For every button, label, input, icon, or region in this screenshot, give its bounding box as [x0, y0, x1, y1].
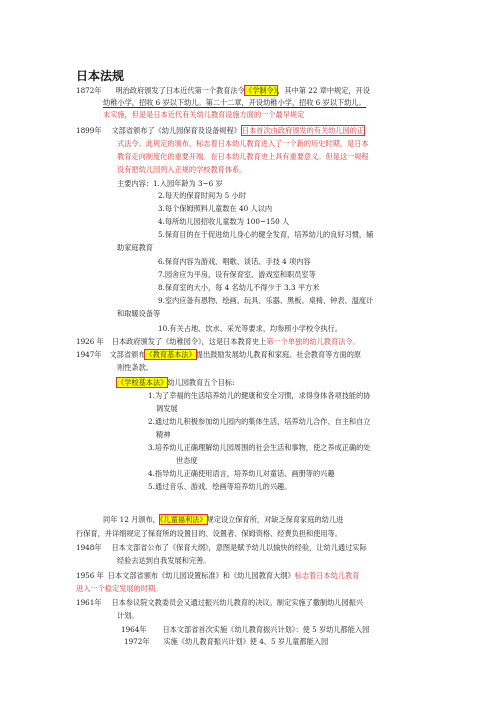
highlight-law-name: 《教育基本法》 — [145, 350, 196, 359]
list-item-continued: 和取暖设备等 — [117, 309, 161, 318]
paragraph-1948-line-2: 经验去达到自我发展和完善。 — [117, 556, 211, 565]
text: 提出鼓励发展幼儿教育和家庭、社会教育等方面的原 — [195, 350, 362, 359]
year-label: 1964年 — [121, 625, 147, 634]
welfare-law-line-1 — [103, 515, 343, 524]
list-item: 3.每个保姆照料儿童数在 40 人以内 — [158, 204, 273, 213]
year-label: 1956 年 — [76, 571, 104, 580]
school-law-heading — [117, 378, 234, 387]
text: 日本文部省颁布《幼儿园设置标准》和《幼儿园教育大纲》 — [107, 571, 295, 580]
paragraph-1899-line-3: 教育走向制度化的重要开端。在日本幼儿教育史上具有重要意义。但是这一规程 — [117, 152, 369, 161]
text: 实施《幼儿教育振兴计划》使 4、5 岁儿童都能入园 — [163, 637, 329, 646]
text: 幼儿园教育五个目标: — [167, 378, 235, 387]
page-title: 日本法规 — [76, 69, 125, 83]
text: 日本文部省首次实施《幼儿教育振兴计划》：使 5 岁幼儿都能入园 — [162, 625, 370, 634]
goal-item-continued: 调发展 — [156, 404, 178, 413]
list-item: 4.每所幼儿园招收儿童数为 100~150 人 — [158, 217, 290, 226]
annotated-text: 标志着日本幼儿教育 — [294, 571, 360, 580]
annotated-text: 第一个单独的幼儿教育法令。 — [266, 337, 360, 346]
list-item: 2.每天的保育时间为 5 小时 — [158, 191, 246, 200]
list-item: 9.室内应备有恩物、绘画、玩具、乐器、黑板、桌椅、钟表、温度计 — [158, 296, 374, 305]
list-item: 5.保育目的在于促进幼儿身心的健全发育，培养幼儿的良好习惯，辅 — [158, 230, 374, 239]
sub-entry-1972 — [124, 637, 328, 646]
paragraph-1956-line-2: 进入一个稳定发展的时期。 — [76, 584, 163, 593]
text: 日本文部省公布了《保育大纲》，意图是赋予幼儿以愉快的经验，让幼儿通过实际 — [111, 543, 367, 552]
paragraph-1872-line-3: 未实施，但是是日本近代有关幼儿教育设施方面的一个最早规定 — [103, 110, 305, 119]
year-label: 1948年 — [76, 543, 102, 552]
text: 日本政府颁发了《幼稚园令》，这是日本教育史上 — [111, 337, 267, 346]
paragraph-1926 — [76, 337, 360, 346]
paragraph-1872-line-1 — [76, 86, 370, 95]
list-item: 10.有关占地、饮水、采光等要求，均参照小学校令执行。 — [158, 324, 342, 333]
list-item: 7.园舍应为平房，设有保育室、游戏室和职员室等 — [158, 270, 316, 279]
paragraph-1961-line-2: 计划。 — [117, 611, 139, 620]
highlight-law-name: 《学制令》 — [244, 86, 278, 95]
list-item: 8.保育室的大小，每 4 名幼儿不得少于 3.3 平方米 — [158, 283, 320, 292]
paragraph-1956-line-1 — [76, 571, 359, 580]
year-label: 1926 年 — [76, 337, 104, 346]
text: 明治政府颁发了日本近代第一个教育法令 — [115, 86, 245, 95]
list-item: 6.保育内容为游戏、唱歌、谈话、手技 4 项内容 — [158, 257, 311, 266]
year-label: 1947年 — [76, 350, 102, 359]
paragraph-1961-line-1 — [76, 598, 363, 607]
paragraph-1899-line-4: 没有把幼儿园列入正规的学校教育体系。 — [117, 165, 247, 174]
goal-item: 4.指导幼儿正确使用语言，培养幼儿对童话、画册等的兴趣 — [148, 469, 335, 478]
highlight-law-name: 《儿童福利法》 — [159, 515, 207, 524]
highlight-law-name: 《学校基本法》 — [117, 378, 168, 387]
year-label: 1961年 — [76, 598, 102, 607]
text: 文部省颁布了《幼儿园保育及设备规程》 — [111, 126, 241, 135]
text: ，其中第 22 章中规定，开设 — [277, 86, 370, 95]
paragraph-1948-line-1 — [76, 543, 367, 552]
welfare-law-line-2: 行保育，并详细规定了保育所的设置目的、设置者、保姆资格、经费负担和使用等。 — [76, 529, 342, 538]
goal-item: 5.通过音乐、游戏、绘画等培养幼儿的兴趣。 — [148, 482, 292, 491]
goal-item: 3.培养幼儿正确理解幼儿园周围的社会生活和事物，使之养成正确的处 — [148, 443, 371, 452]
list-item-continued: 助家庭教育 — [117, 243, 153, 252]
paragraph-1899-line-2: 式法令。此规定的颁布，标志着日本幼儿教育进入了一个新的历史时期，是日本 — [117, 139, 369, 148]
goal-item: 1.为了幸福的生活培养幼儿的健康和安全习惯，求得身体各项技能的协 — [148, 391, 371, 400]
paragraph-1947-line-1 — [76, 350, 361, 359]
sub-entry-1964 — [121, 625, 369, 634]
text: 同年 12 月颁布， — [103, 515, 160, 524]
year-label: 1899年 — [76, 126, 102, 135]
paragraph-1947-line-2: 则性条款。 — [117, 363, 153, 372]
goal-item: 2.通过幼儿积极参加幼儿园内的集体生活，培养幼儿合作、自主和自立 — [148, 417, 371, 426]
text: 规定设立保育所，对缺乏保育家庭的幼儿进 — [206, 515, 344, 524]
goal-item-continued: 世态度 — [176, 456, 198, 465]
annotated-text: 日本首次由政府颁发的有关幼儿园的正 — [241, 126, 365, 135]
text: 文部省颁布 — [109, 350, 146, 359]
text: 日本参议院文教委员会又通过振兴幼儿教育的决议。制定实施了撒制幼儿园振兴 — [111, 598, 364, 607]
paragraph-1899-line-1 — [76, 126, 365, 135]
year-label: 1972年 — [124, 637, 150, 646]
paragraph-1872-line-2: 幼稚小学，招收 6 岁以下幼儿。第二十二章，开设幼稚小学，招收 6 岁以下幼儿。 — [103, 98, 366, 107]
year-label: 1872年 — [76, 86, 102, 95]
main-content-line: 主要内容：1.入园年龄为 3~6 岁 — [117, 179, 223, 188]
goal-item-continued: 精神 — [156, 430, 171, 439]
